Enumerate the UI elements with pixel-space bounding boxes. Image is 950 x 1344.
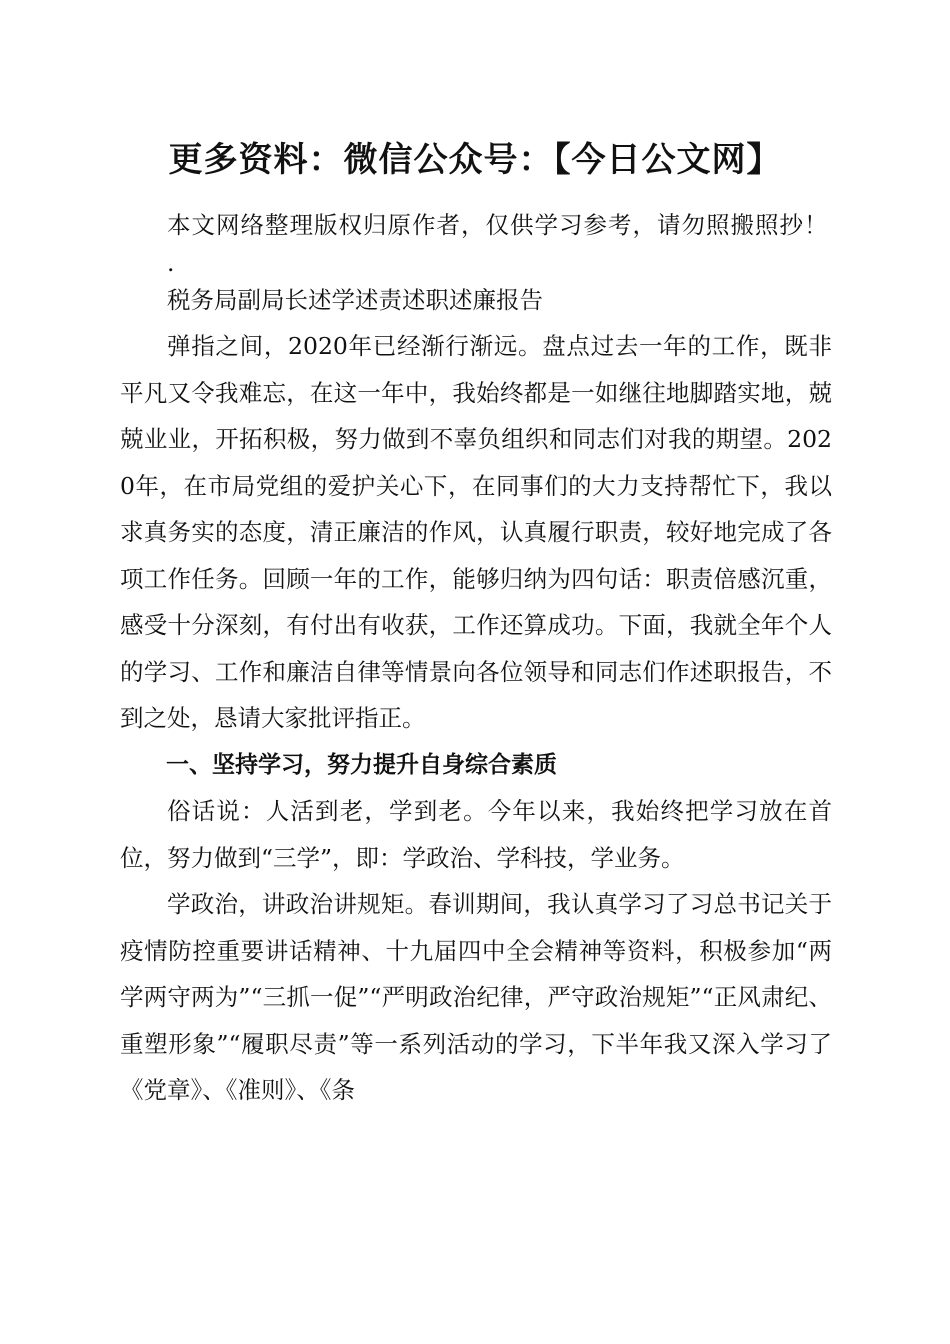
body-paragraph: 学政治，讲政治讲规矩。春训期间，我认真学习了习总书记关于疫情防控重要讲话精神、十九届四中全会精神等资料，积极参加“两学两守两为”“三抓一促”“严明政治纪律，严守政治规矩”“正风肃纪、重塑形象”“履职尽责”等一系列活动的学习，下半年我又深入学习了《党章》、《准则》、《条 — [120, 890, 832, 1104]
intro-paragraph: 弹指之间，2020年已经渐行渐远。盘点过去一年的工作，既非平凡又令我难忘，在这一年中，我始终都是一如继往地脚踏实地，兢兢业业，开拓积极，努力做到不辜负组织和同志们对我的期望。2020年，在市局党组的爱护关心下，在同事们的大力支持帮忙下，我以求真务实的态度，清正廉洁的作风，认真履行职责，较好地完成了各项工作任务。回顾一年的工作，能够归纳为四句话：职责倍感沉重，感受十分深刻，有付出有收获，工作还算成功。下面，我就全年个人的学习、工作和廉洁自律等情景向各位领导和同志们作述职报告，不到之处，恳请大家批评指正。 — [120, 332, 832, 732]
body-paragraph: 俗话说：人活到老，学到老。今年以来，我始终把学习放在首位，努力做到“三学”，即：学政治、学科技，学业务。 — [120, 797, 832, 872]
copyright-notice: 本文网络整理版权归原作者，仅供学习参考，请勿照搬照抄！ — [167, 211, 829, 239]
document-body — [120, 202, 832, 1114]
section-heading: 一、坚持学习，努力提升自身综合素质 — [166, 751, 557, 778]
header-title: 更多资料：微信公众号：【今日公文网】 — [168, 140, 782, 180]
document-title: 税务局副局长述学述责述职述廉报告 — [167, 285, 543, 314]
separator-dot: . — [167, 248, 175, 277]
